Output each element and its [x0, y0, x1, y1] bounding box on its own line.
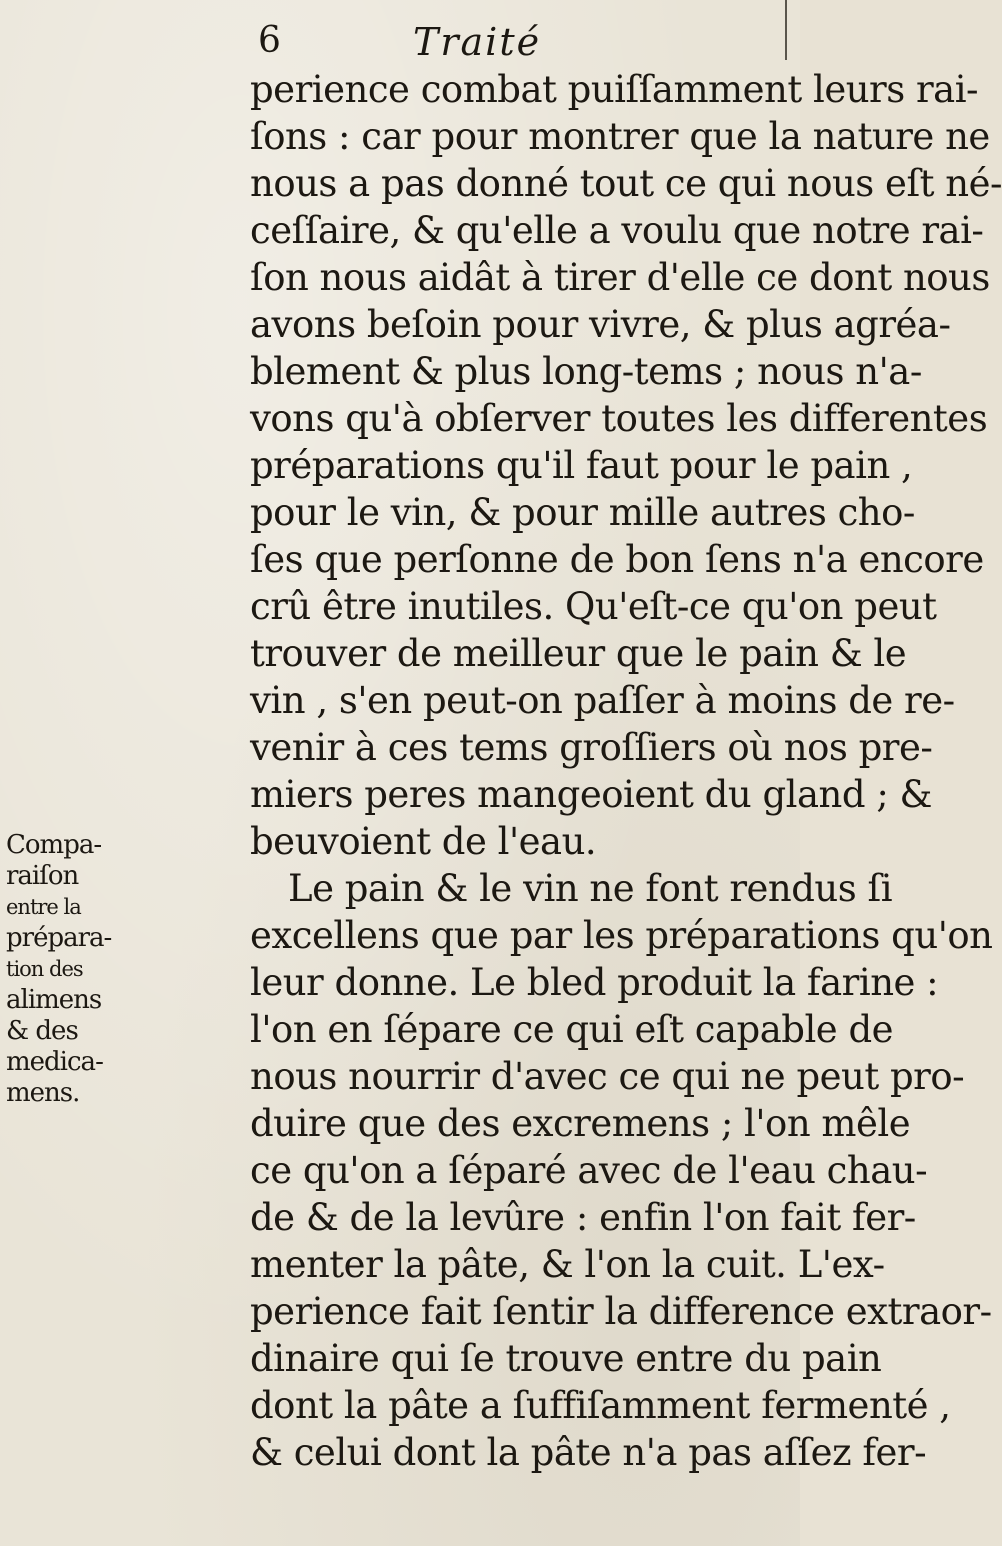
text-line: menter la pâte, & l'on la cuit. L'ex- — [250, 1243, 885, 1286]
margin-note-line: alimens — [6, 985, 102, 1015]
text-line: miers peres mangeoient du gland ; & — [250, 773, 932, 816]
margin-note-line: medica- — [6, 1047, 103, 1077]
margin-note-line: prépara- — [6, 923, 112, 953]
margin-note-line: & des — [6, 1016, 78, 1046]
text-line: nous nourrir d'avec ce qui ne peut pro- — [250, 1055, 965, 1098]
text-line: ceſſaire, & qu'elle a voulu que notre rai- — [250, 209, 984, 252]
page-header — [258, 20, 778, 70]
text-line: crû être inutiles. Qu'eſt-ce qu'on peut — [250, 585, 937, 628]
margin-note-line: mens. — [6, 1078, 80, 1108]
text-line: ſes que perſonne de bon ſens n'a encore — [250, 538, 984, 581]
running-title: Traité — [413, 20, 542, 64]
margin-note-line: entre la — [6, 895, 81, 919]
text-line: avons beſoin pour vivre, & plus agréa- — [250, 303, 951, 346]
margin-note-line: raiſon — [6, 861, 79, 891]
text-line: venir à ces tems groſſiers où nos pre- — [250, 726, 933, 769]
page-edge-line — [785, 0, 787, 60]
text-line: pour le vin, & pour mille autres cho- — [250, 491, 915, 534]
margin-note-line: Compa- — [6, 830, 102, 860]
text-line: blement & plus long-tems ; nous n'a- — [250, 350, 922, 393]
text-line: nous a pas donné tout ce qui nous eſt né- — [250, 162, 1002, 205]
body-text — [250, 66, 1002, 1476]
text-line: Le pain & le vin ne font rendus ſi — [288, 867, 893, 910]
text-line: perience combat puiſſamment leurs rai- — [250, 68, 979, 111]
margin-note — [6, 830, 112, 1109]
text-line: trouver de meilleur que le pain & le — [250, 632, 907, 675]
text-line: préparations qu'il faut pour le pain , — [250, 444, 913, 487]
text-line: duire que des excremens ; l'on mêle — [250, 1102, 911, 1145]
text-line: dinaire qui ſe trouve entre du pain — [250, 1337, 882, 1380]
text-line: leur donne. Le bled produit la farine : — [250, 961, 939, 1004]
text-line: de & de la levûre : enfin l'on fait fer- — [250, 1196, 916, 1239]
text-line: ſons : car pour montrer que la nature ne — [250, 115, 990, 158]
text-line: dont la pâte a ſuffiſamment fermenté , — [250, 1384, 951, 1427]
text-line: vons qu'à obſerver toutes les differentes — [250, 397, 988, 440]
margin-note-line: tion des — [6, 957, 83, 981]
text-line: l'on en ſépare ce qui eſt capable de — [250, 1008, 894, 1051]
text-line: beuvoient de l'eau. — [250, 820, 597, 863]
page-number: 6 — [258, 20, 281, 61]
text-line: ſon nous aidât à tirer d'elle ce dont nous — [250, 256, 990, 299]
text-line: vin , s'en peut-on paſſer à moins de re- — [250, 679, 955, 722]
text-line: perience fait ſentir la difference extraor- — [250, 1290, 992, 1333]
text-line: & celui dont la pâte n'a pas aſſez fer- — [250, 1431, 927, 1474]
text-line: ce qu'on a ſéparé avec de l'eau chau- — [250, 1149, 928, 1192]
text-line: excellens que par les préparations qu'on — [250, 914, 993, 957]
